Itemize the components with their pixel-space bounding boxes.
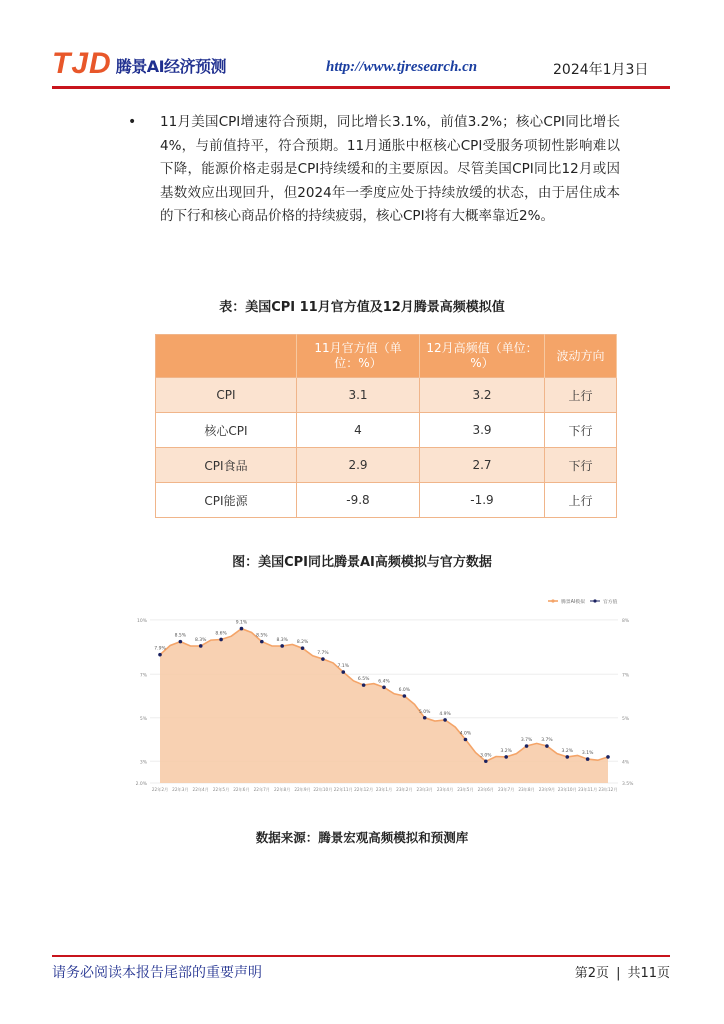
table-cell: 3.9 (420, 413, 545, 448)
page-separator: | (616, 966, 621, 981)
official-point (606, 755, 610, 759)
x-tick-label: 23年12月 (598, 787, 618, 792)
table-row (156, 378, 617, 413)
table-cell: -1.9 (420, 483, 545, 518)
legend-label-simulated: 腾景AI模拟 (561, 600, 585, 605)
legend-label-official: 官方值 (603, 600, 618, 605)
disclaimer-notice: 请务必阅读本报告尾部的重要声明 (52, 965, 262, 981)
official-point (382, 686, 386, 690)
official-point (240, 627, 244, 631)
official-point (321, 657, 325, 661)
point-label: 3.1% (581, 751, 594, 757)
x-tick-label: 22年6月 (233, 787, 250, 792)
table-cell: 上行 (545, 378, 617, 413)
cpi-table (155, 334, 617, 518)
official-point (586, 757, 590, 761)
table-header-cell (156, 335, 297, 378)
table-cell: CPI能源 (156, 483, 297, 518)
point-label: 8.6% (215, 631, 227, 637)
official-point (199, 644, 203, 648)
table-cell: -9.8 (297, 483, 420, 518)
table-row (156, 483, 617, 518)
official-point (565, 755, 569, 759)
official-point (280, 644, 284, 648)
legend-marker-simulated (551, 599, 554, 602)
official-point (301, 646, 305, 650)
point-label: 8.3% (195, 637, 207, 643)
page-total: 共11页 (627, 966, 670, 981)
table-cell: CPI (156, 378, 297, 413)
x-tick-label: 23年4月 (436, 787, 454, 792)
point-label: 8.2% (296, 640, 309, 646)
table-cell: 下行 (545, 448, 617, 483)
official-point (443, 718, 447, 722)
point-label: 7.9% (154, 646, 166, 652)
footer-divider (52, 955, 670, 957)
official-point (158, 653, 162, 657)
y-tick-right: 4% (622, 760, 630, 766)
page-indicator (575, 962, 670, 981)
official-point (260, 640, 264, 644)
official-point (525, 744, 529, 748)
point-label: 3.7% (541, 738, 553, 744)
point-label: 3.0% (480, 753, 492, 759)
y-tick-right: 8% (622, 618, 630, 624)
y-tick-left: 10% (136, 618, 147, 624)
x-tick-label: 22年4月 (192, 787, 209, 792)
page-header (0, 0, 724, 92)
official-point (219, 638, 223, 642)
x-tick-label: 23年1月 (375, 787, 393, 792)
point-label: 5.0% (419, 709, 431, 715)
header-divider (52, 86, 670, 89)
logo-mark: TJD (52, 47, 112, 80)
x-tick-label: 23年2月 (396, 787, 413, 792)
body-paragraph: 11月美国CPI增速符合预期，同比增长3.1%，前值3.2%；核心CPI同比增长4%，与前值持平，符合预期。11月通胀中枢核心CPI受服务项韧性影响难以下降，能源价格走弱是CPI持续缓和的主要原因。尽管美国CPI同比12月或因基数效应出现回升，但2024年一季度应处于持续放缓的状态，由于居住成本的下行和核心商品价格的持续疲弱，核心CPI将有大概率靠近2%。 (160, 114, 620, 224)
table-cell: CPI食品 (156, 448, 297, 483)
table-cell: 2.7 (420, 448, 545, 483)
website-url[interactable]: http://www.tjresearch.cn (326, 59, 478, 75)
x-tick-label: 23年5月 (457, 787, 474, 792)
x-tick-label: 22年10月 (313, 787, 333, 792)
simulated-area (160, 629, 608, 783)
table-cell: 4 (297, 413, 420, 448)
official-point (179, 640, 183, 644)
table-row (156, 448, 617, 483)
point-label: 6.5% (357, 677, 370, 683)
x-tick-label: 23年8月 (518, 787, 535, 792)
x-tick-label: 22年3月 (172, 787, 189, 792)
official-point (545, 744, 549, 748)
point-label: 7.1% (337, 664, 349, 670)
x-tick-label: 23年9月 (538, 787, 556, 792)
y-tick-right: 5% (622, 716, 630, 722)
x-tick-label: 22年5月 (212, 787, 230, 792)
point-label: 8.3% (276, 637, 288, 643)
x-tick-label: 22年12月 (354, 787, 374, 792)
data-source: 数据来源：腾景宏观高频模拟和预测库 (255, 830, 469, 845)
cpi-chart (136, 593, 636, 799)
table-cell: 下行 (545, 413, 617, 448)
logo (52, 49, 226, 79)
point-label: 6.0% (398, 688, 411, 693)
table-cell: 2.9 (297, 448, 420, 483)
x-tick-label: 22年7月 (253, 787, 271, 792)
x-tick-label: 23年11月 (578, 787, 598, 792)
official-point (484, 759, 488, 763)
point-label: 9.1% (235, 620, 248, 626)
report-date: 2024年1月3日 (553, 62, 649, 78)
official-point (341, 670, 345, 674)
table-cell: 3.1 (297, 378, 420, 413)
point-label: 8.5% (174, 633, 187, 639)
x-tick-label: 22年8月 (273, 787, 291, 792)
point-label: 4.9% (439, 711, 451, 717)
point-label: 3.2% (561, 748, 573, 754)
y-tick-right: 7% (622, 673, 630, 679)
figure-title: 图：美国CPI同比腾景AI高频模拟与官方数据 (232, 555, 492, 570)
x-tick-label: 23年10月 (557, 787, 577, 792)
table-header-row (156, 335, 617, 378)
official-point (403, 694, 407, 698)
x-tick-label: 22年2月 (151, 787, 169, 792)
official-point (423, 716, 427, 720)
table-header-cell: 11月官方值（单位：%） (297, 335, 420, 378)
point-label: 4.0% (459, 731, 472, 737)
x-tick-label: 23年3月 (416, 787, 433, 792)
table-cell: 3.2 (420, 378, 545, 413)
table-header-cell: 12月高频值（单位：%） (420, 335, 545, 378)
x-tick-label: 23年6月 (477, 787, 495, 792)
table-header-cell: 波动方向 (545, 335, 617, 378)
table-cell: 上行 (545, 483, 617, 518)
x-tick-label: 22年9月 (294, 787, 311, 792)
point-label: 3.7% (520, 738, 533, 744)
point-label: 7.7% (317, 651, 329, 657)
point-label: 3.2% (500, 748, 512, 754)
table-title: 表：美国CPI 11月官方值及12月腾景高频模拟值 (219, 300, 505, 315)
point-label: 6.4% (378, 679, 390, 685)
x-tick-label: 22年11月 (333, 787, 353, 792)
legend-marker-official (593, 599, 596, 602)
y-tick-left: 7% (139, 673, 147, 679)
point-label: 8.5% (256, 633, 268, 639)
y-tick-right: 3.5% (622, 782, 634, 787)
table-row (156, 413, 617, 448)
logo-text: 腾景AI经济预测 (115, 57, 227, 76)
x-tick-label: 23年7月 (497, 787, 515, 792)
official-point (504, 755, 508, 759)
official-point (464, 738, 468, 742)
y-tick-left: 2.0% (136, 782, 147, 787)
y-tick-left: 5% (139, 716, 147, 722)
bullet-marker: • (128, 114, 137, 130)
official-point (362, 683, 366, 687)
y-tick-left: 3% (139, 760, 147, 766)
table-cell: 核心CPI (156, 413, 297, 448)
page-number: 第2页 (574, 966, 610, 981)
